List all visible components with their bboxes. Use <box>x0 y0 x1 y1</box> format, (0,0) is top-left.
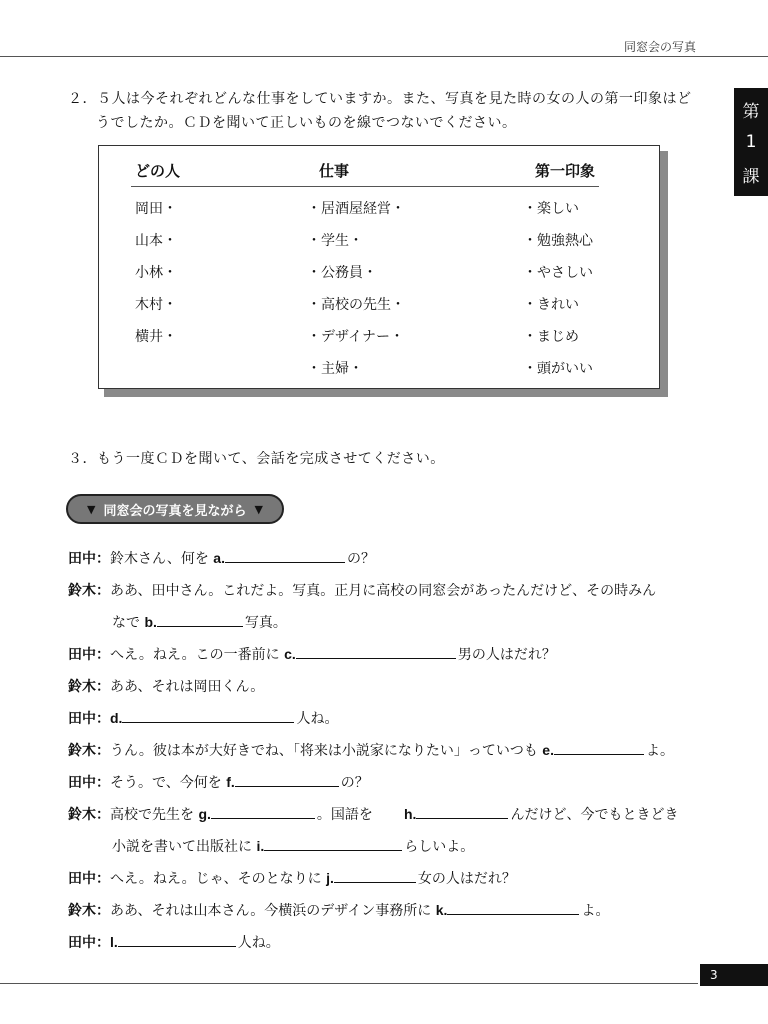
chapter-tab-char: 1 <box>745 132 757 152</box>
blank-letter: d. <box>110 710 123 726</box>
line-text: 鈴木さん、何を <box>110 551 209 567</box>
header-rule <box>0 56 768 57</box>
line-text: 人ね。 <box>296 711 339 727</box>
question-2-line-2: うでしたか。ＣＤを聞いて正しいものを線でつないでください。 <box>96 115 517 131</box>
speaker: 鈴木： <box>68 679 110 695</box>
chapter-tab-char: 課 <box>742 167 760 187</box>
matching-table <box>98 145 660 389</box>
line-text: 人ね。 <box>237 935 280 951</box>
answer-blank[interactable] <box>447 901 579 915</box>
blank-letter: g. <box>198 806 211 822</box>
speaker: 田中： <box>68 935 110 951</box>
job-item[interactable]: ・高校の先生・ <box>307 297 405 313</box>
blank-letter: b. <box>144 614 157 630</box>
line-text: 高校で先生を <box>110 807 194 823</box>
blank-letter: f. <box>226 774 235 790</box>
dialogue-line <box>68 772 369 792</box>
dialogue-line-continuation <box>404 804 678 824</box>
section-label: 同窓会の写真を見ながら <box>103 503 247 519</box>
dialogue-line <box>68 548 375 568</box>
impression-item[interactable]: ・楽しい <box>523 201 579 217</box>
answer-blank[interactable] <box>118 933 236 947</box>
job-item[interactable]: ・デザイナー・ <box>307 329 405 345</box>
blank-letter: c. <box>284 646 296 662</box>
line-text: らしいよ。 <box>404 839 475 855</box>
impression-item[interactable]: ・やさしい <box>523 265 593 281</box>
down-triangle-icon: ▼ <box>254 502 263 516</box>
answer-blank[interactable] <box>122 709 294 723</box>
dialogue-line <box>112 612 287 632</box>
impression-item[interactable]: ・頭がいい <box>523 361 593 377</box>
impression-item[interactable]: ・きれい <box>523 297 579 313</box>
header-impression: 第一印象 <box>535 162 596 180</box>
section-label-pill <box>66 494 284 524</box>
person-item[interactable]: 木村・ <box>135 297 177 313</box>
blank-letter: l. <box>110 934 118 950</box>
answer-blank[interactable] <box>554 741 644 755</box>
speaker: 鈴木： <box>68 903 110 919</box>
dialogue-line <box>68 932 280 952</box>
question-2-line-1: ２．５人は今それぞれどんな仕事をしていますか。また、写真を見た時の女の人の第一印象はど <box>68 91 692 107</box>
blank-letter: j. <box>326 870 334 886</box>
speaker: 鈴木： <box>68 583 110 599</box>
line-text: うん。彼は本が大好きでね、「将来は小説家になりたい」っていつも <box>110 743 538 759</box>
answer-blank[interactable] <box>157 613 243 627</box>
answer-blank[interactable] <box>334 869 416 883</box>
answer-blank[interactable] <box>416 805 508 819</box>
job-item[interactable]: ・居酒屋経営・ <box>307 201 405 217</box>
blank-letter: i. <box>256 838 265 854</box>
chapter-tab-char: 第 <box>742 102 760 122</box>
person-item[interactable]: 横井・ <box>135 329 177 345</box>
dialogue-line <box>112 836 474 856</box>
running-header-title: 同窓会の写真 <box>623 40 696 54</box>
line-text: へえ。ねえ。じゃ、そのとなりに <box>110 871 322 887</box>
line-text: 写真。 <box>244 615 287 631</box>
dialogue-line <box>68 868 516 888</box>
line-text: そう。で、今何を <box>110 775 222 791</box>
blank-letter: k. <box>435 902 448 918</box>
table-header-rule <box>131 186 599 187</box>
job-item[interactable]: ・主婦・ <box>307 361 363 377</box>
speaker: 鈴木： <box>68 807 110 823</box>
impression-item[interactable]: ・勉強熱心 <box>523 233 593 249</box>
speaker: 田中： <box>68 871 110 887</box>
dialogue-line <box>68 644 556 664</box>
dialogue-line <box>68 900 609 920</box>
dialogue-line <box>68 676 264 696</box>
line-text: 女の人はだれ？ <box>417 871 516 887</box>
person-item[interactable]: 山本・ <box>135 233 177 249</box>
answer-blank[interactable] <box>264 837 402 851</box>
line-text: の？ <box>346 551 375 567</box>
person-item[interactable]: 岡田・ <box>135 201 177 217</box>
blank-letter: e. <box>542 742 554 758</box>
chapter-tab <box>734 88 768 196</box>
answer-blank[interactable] <box>225 549 345 563</box>
line-text: 。国語を <box>316 807 373 823</box>
dialogue-line <box>68 804 373 824</box>
line-text: 男の人はだれ？ <box>457 647 556 663</box>
footer-rule <box>0 983 698 984</box>
speaker: 鈴木： <box>68 743 110 759</box>
blank-letter: h. <box>404 806 417 822</box>
answer-blank[interactable] <box>296 645 456 659</box>
line-text: の？ <box>340 775 369 791</box>
page-number: 3 <box>700 964 768 986</box>
job-item[interactable]: ・公務員・ <box>307 265 377 281</box>
header-job: 仕事 <box>319 162 350 180</box>
line-text: よ。 <box>645 743 674 759</box>
speaker: 田中： <box>68 711 110 727</box>
question-3: ３．もう一度ＣＤを聞いて、会話を完成させてください。 <box>68 451 445 467</box>
line-text: へえ。ねえ。この一番前に <box>110 647 280 663</box>
line-text: 小説を書いて出版社に <box>112 839 252 855</box>
speaker: 田中： <box>68 647 110 663</box>
speaker: 田中： <box>68 551 110 567</box>
dialogue-line <box>68 740 674 760</box>
line-text: よ。 <box>581 903 610 919</box>
dialogue-line <box>68 708 338 728</box>
job-item[interactable]: ・学生・ <box>307 233 363 249</box>
answer-blank[interactable] <box>211 805 315 819</box>
header-person: どの人 <box>135 162 181 180</box>
speaker: 田中： <box>68 775 110 791</box>
down-triangle-icon: ▼ <box>87 502 96 516</box>
line-text: んだけど、今でもときどき <box>510 807 679 823</box>
blank-letter: a. <box>213 550 225 566</box>
answer-blank[interactable] <box>235 773 339 787</box>
line-text: ああ、それは山本さん。今横浜のデザイン事務所に <box>110 903 432 919</box>
impression-item[interactable]: ・まじめ <box>523 329 579 345</box>
line-text: ああ、田中さん。これだよ。写真。正月に高校の同窓会があったんだけど、その時みん <box>110 583 657 599</box>
dialogue-line <box>68 580 656 600</box>
person-item[interactable]: 小林・ <box>135 265 177 281</box>
line-text: なで <box>112 615 140 631</box>
line-text: ああ、それは岡田くん。 <box>110 679 265 695</box>
